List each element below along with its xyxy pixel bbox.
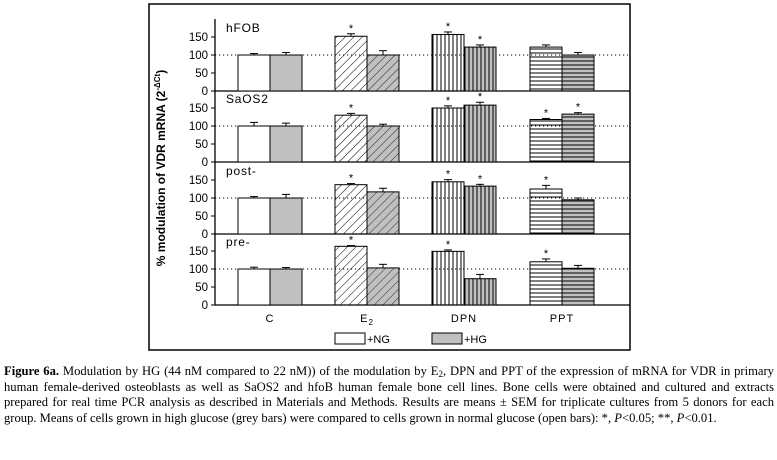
y-tick-label: 150 (188, 32, 208, 44)
legend-label: +NG (367, 334, 390, 346)
y-tick-label: 150 (188, 103, 208, 115)
x-category-label: C (265, 313, 275, 325)
legend-label: +HG (464, 334, 487, 346)
significance-marker: * (543, 107, 549, 120)
y-tick-label: 100 (188, 193, 208, 205)
significance-marker: * (445, 20, 451, 33)
bar-ng (335, 115, 367, 162)
bar-hg (464, 47, 496, 91)
significance-marker: * (348, 102, 354, 115)
significance-marker: * (348, 172, 354, 185)
significance-marker: * (575, 101, 581, 114)
significance-marker: * (477, 173, 483, 186)
x-category-label: DPN (450, 313, 478, 325)
bar-hg (562, 200, 594, 234)
y-tick-label: 150 (188, 175, 208, 187)
bar-hg (562, 114, 594, 162)
panel-label: pre- (226, 235, 251, 249)
y-tick-label: 50 (195, 68, 208, 80)
y-tick-label: 0 (201, 229, 208, 241)
bar-hg (562, 268, 594, 305)
panel-label: post- (226, 164, 257, 178)
figure-label: Figure 6a. (4, 364, 60, 378)
x-category-label: $E_2$ (360, 313, 374, 327)
y-tick-label: 50 (195, 139, 208, 151)
y-tick-label: 100 (188, 264, 208, 276)
caption-text-4: <0.01. (684, 410, 717, 425)
figure-caption (4, 364, 774, 426)
bar-ng (238, 55, 270, 91)
significance-marker: * (543, 174, 549, 187)
bar-hg (270, 126, 302, 162)
y-tick-label: 50 (195, 211, 208, 223)
bar-ng (238, 269, 270, 305)
y-tick-label: 100 (188, 50, 208, 62)
bar-ng (530, 189, 562, 234)
x-category-label: PPT (549, 313, 575, 325)
x-category-subscript: 2 (368, 318, 374, 327)
y-tick-label: 50 (195, 282, 208, 294)
y-axis-label: % modulation of VDR mRNA $(2^{-\Delta Ct})$ (153, 69, 168, 267)
caption-p2: P (676, 410, 685, 425)
bar-hg (367, 268, 399, 305)
bar-hg (270, 269, 302, 305)
significance-marker: * (348, 22, 354, 35)
bar-hg (270, 55, 302, 91)
legend-swatch-grey (432, 333, 462, 344)
bar-hg (464, 279, 496, 305)
significance-marker: * (445, 238, 451, 251)
bar-ng (432, 182, 464, 234)
bar-ng (530, 47, 562, 91)
legend-swatch-open (335, 333, 365, 344)
bar-ng (238, 126, 270, 162)
significance-marker: * (477, 91, 483, 104)
y-tick-label: 150 (188, 246, 208, 258)
bar-hg (367, 55, 399, 91)
y-tick-label: 0 (201, 157, 208, 169)
significance-marker: * (445, 168, 451, 181)
y-tick-label: 0 (201, 86, 208, 98)
bar-ng (530, 120, 562, 162)
caption-text-2: , DPN and PPT of the expression of mRNA for VDR in primary human female-derived osteoblasts as well as SaOS2 and hfoB human female bone cell lines. Bone cells were obtained and cultured and extracts prepared for real time PCR analysis as described in Materials and Methods. Results are means ± SEM for triplicate cultures from 5 donors for each group. Means of cells grown in high glucose (grey bars) were compared to cells grown in normal glucose (open bars): *, (4, 364, 774, 425)
y-tick-label: 100 (188, 121, 208, 133)
bar-ng (335, 36, 367, 91)
significance-marker: * (477, 33, 483, 46)
significance-marker: * (348, 234, 354, 247)
bar-ng (530, 262, 562, 305)
caption-text-1: Modulation by HG (44 nM compared to 22 nM)) of the modulation by E (59, 364, 439, 378)
panel-label: hFOB (226, 21, 261, 35)
bar-ng (432, 108, 464, 162)
bar-hg (562, 55, 594, 91)
significance-marker: * (445, 94, 451, 107)
bar-ng (335, 246, 367, 305)
bar-hg (270, 198, 302, 234)
caption-text-3: <0.05; **, (621, 410, 677, 425)
bar-ng (432, 34, 464, 91)
bar-ng (238, 198, 270, 234)
caption-p1: P (614, 410, 622, 425)
caption-sub: 2 (438, 369, 443, 379)
bar-hg (464, 105, 496, 162)
bar-hg (464, 186, 496, 234)
bar-ng (335, 185, 367, 234)
bar-ng (432, 251, 464, 305)
bar-hg (367, 192, 399, 234)
significance-marker: * (543, 247, 549, 260)
bar-hg (367, 126, 399, 162)
panel-label: SaOS2 (226, 92, 269, 106)
y-tick-label: 0 (201, 300, 208, 312)
